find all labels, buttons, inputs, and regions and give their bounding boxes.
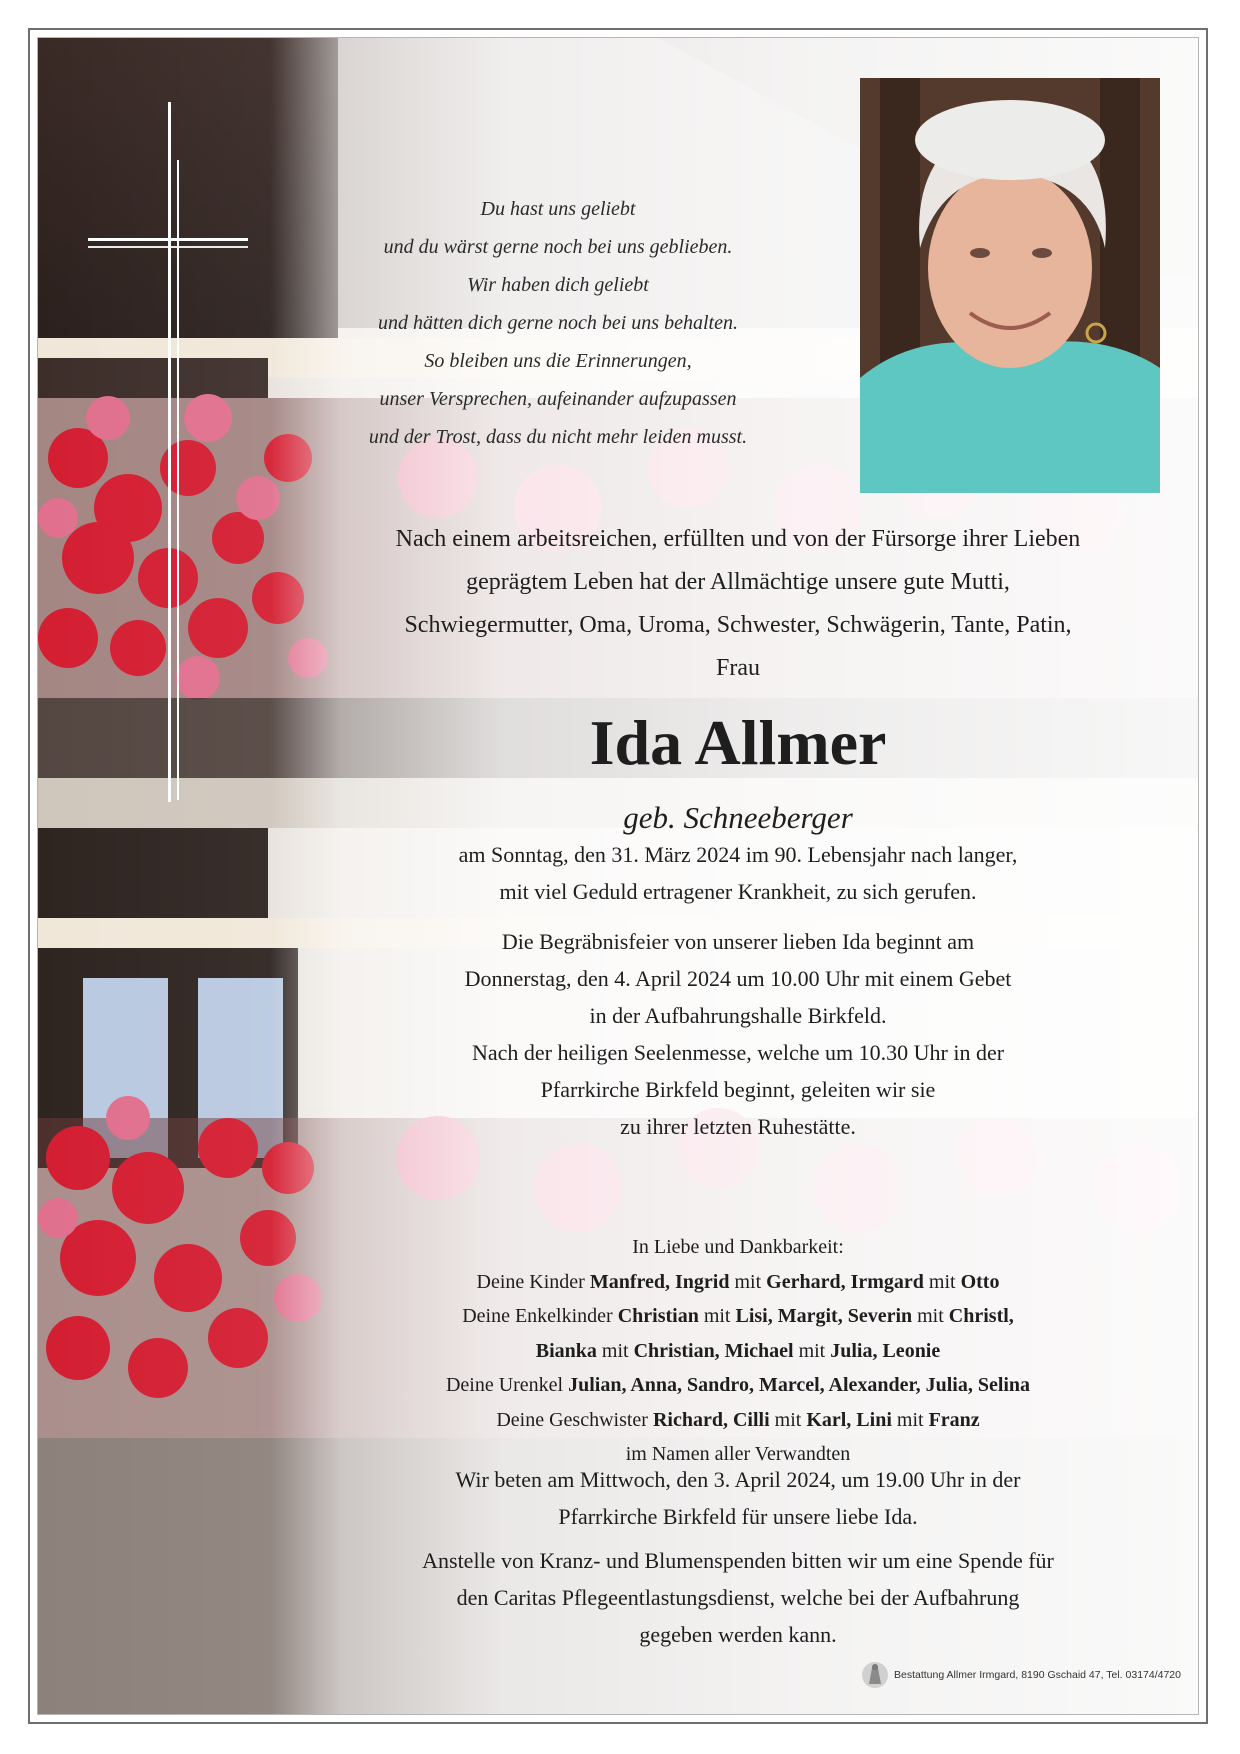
donation-line: Anstelle von Kranz- und Blumenspenden bitten wir um eine Spende für [422,1548,1054,1573]
funeral-line: Pfarrkirche Birkfeld beginnt, geleiten wir sie [540,1077,936,1102]
mourners-siblings [338,1403,1138,1438]
mourner-names: Julian, Anna, Sandro, Marcel, Alexander, Julia, Selina [568,1374,1031,1396]
mourner-names: Bianka [535,1339,597,1362]
mourner-prefix: Deine Geschwister [496,1408,653,1431]
deceased-name: Ida Allmer [589,707,887,778]
mourner-names: Lisi, Margit, Severin [735,1305,913,1327]
intro-line: geprägtem Leben hat der Allmächtige unsere gute Mutti, [466,569,1010,595]
mourners-grandchildren-continued [338,1334,1138,1369]
maiden-name: geb. Schneeberger [623,800,853,835]
poem-line: und hätten dich gerne noch bei uns behalten. [378,312,738,334]
mourner-connector: mit [698,1305,736,1327]
portrait-photo [860,78,1160,493]
mourner-names: Richard, Cilli [652,1408,770,1431]
mourners-children [338,1265,1138,1300]
death-notice [338,836,1138,910]
mourner-names: Christl, [948,1305,1014,1327]
mourners-list [338,1230,1138,1472]
mourner-connector: mit [793,1339,831,1362]
mourners-great-grandchildren [338,1368,1138,1403]
intro-line: Nach einem arbeitsreichen, erfüllten und von der Fürsorge ihrer Lieben [395,526,1081,552]
mourner-names: Franz [928,1408,980,1431]
poem-line: Du hast uns geliebt [480,198,636,220]
poem-line: und der Trost, dass du nicht mehr leiden musst. [368,426,748,448]
mourner-connector: mit [891,1408,929,1431]
mourner-prefix: Deine Enkelkinder [462,1305,618,1327]
mourner-names: Christian [617,1305,699,1327]
poem-line: So bleiben uns die Erinnerungen, [424,350,692,372]
mourners-grandchildren [338,1299,1138,1334]
funeral-details [338,923,1138,1145]
mourner-connector: mit [769,1408,807,1431]
page-frame [28,28,1208,1724]
death-notice-line: am Sonntag, den 31. März 2024 im 90. Lebensjahr nach langer, [458,842,1018,867]
death-notice-line: mit viel Geduld ertragener Krankheit, zu sich gerufen. [499,879,977,904]
prayer-notice [338,1461,1138,1535]
poem-line: Wir haben dich geliebt [467,274,649,296]
mourner-connector: mit [729,1270,767,1293]
mourner-connector: mit [596,1339,634,1362]
mourner-connector: mit [912,1305,949,1327]
mourner-prefix: Deine Kinder [476,1270,590,1293]
funeral-line: Donnerstag, den 4. April 2024 um 10.00 Uhr mit einem Gebet [464,966,1012,991]
poem-line: unser Versprechen, aufeinander aufzupassen [379,388,737,410]
prayer-line: Wir beten am Mittwoch, den 3. April 2024, um 19.00 Uhr in der [455,1467,1021,1492]
mourner-names: Christian, Michael [633,1339,794,1362]
funeral-line: Die Begräbnisfeier von unserer lieben Ida beginnt am [501,929,975,954]
page-inner [37,37,1199,1715]
mourners-relatives: im Namen aller Verwandten [625,1443,851,1465]
funeral-line: zu ihrer letzten Ruhestätte. [620,1114,856,1139]
mourner-names: Julia, Leonie [830,1339,941,1362]
intro-line: Frau [716,655,760,681]
mourner-names: Karl, Lini [806,1408,892,1431]
donation-line: den Caritas Pflegeentlastungsdienst, welche bei der Aufbahrung [456,1585,1020,1610]
prayer-line: Pfarrkirche Birkfeld für unsere liebe Ida. [558,1504,918,1529]
undertaker-footer [860,1660,1180,1690]
mourner-names: Otto [960,1270,1000,1293]
mourner-prefix: Deine Urenkel [445,1374,569,1396]
undertaker-text: Bestattung Allmer Irmgard, 8190 Gschaid 47, Tel. 03174/4720 [894,1669,1181,1681]
mourner-names: Gerhard, Irmgard [766,1270,924,1293]
donation-line: gegeben werden kann. [639,1622,837,1647]
funeral-line: in der Aufbahrungshalle Birkfeld. [589,1003,887,1028]
mourner-connector: mit [923,1270,961,1293]
intro-line: Schwiegermutter, Oma, Uroma, Schwester, Schwägerin, Tante, Patin, [404,612,1072,638]
intro-text [308,518,1168,690]
funeral-line: Nach der heiligen Seelenmesse, welche um 10.30 Uhr in der [471,1040,1005,1065]
mourners-heading: In Liebe und Dankbarkeit: [632,1236,844,1258]
poem-line: und du wärst gerne noch bei uns geblieben. [383,236,733,258]
donation-notice [338,1542,1138,1653]
memorial-poem [288,190,828,456]
mourner-names: Manfred, Ingrid [589,1270,730,1293]
undertaker-logo-icon [860,1660,890,1690]
